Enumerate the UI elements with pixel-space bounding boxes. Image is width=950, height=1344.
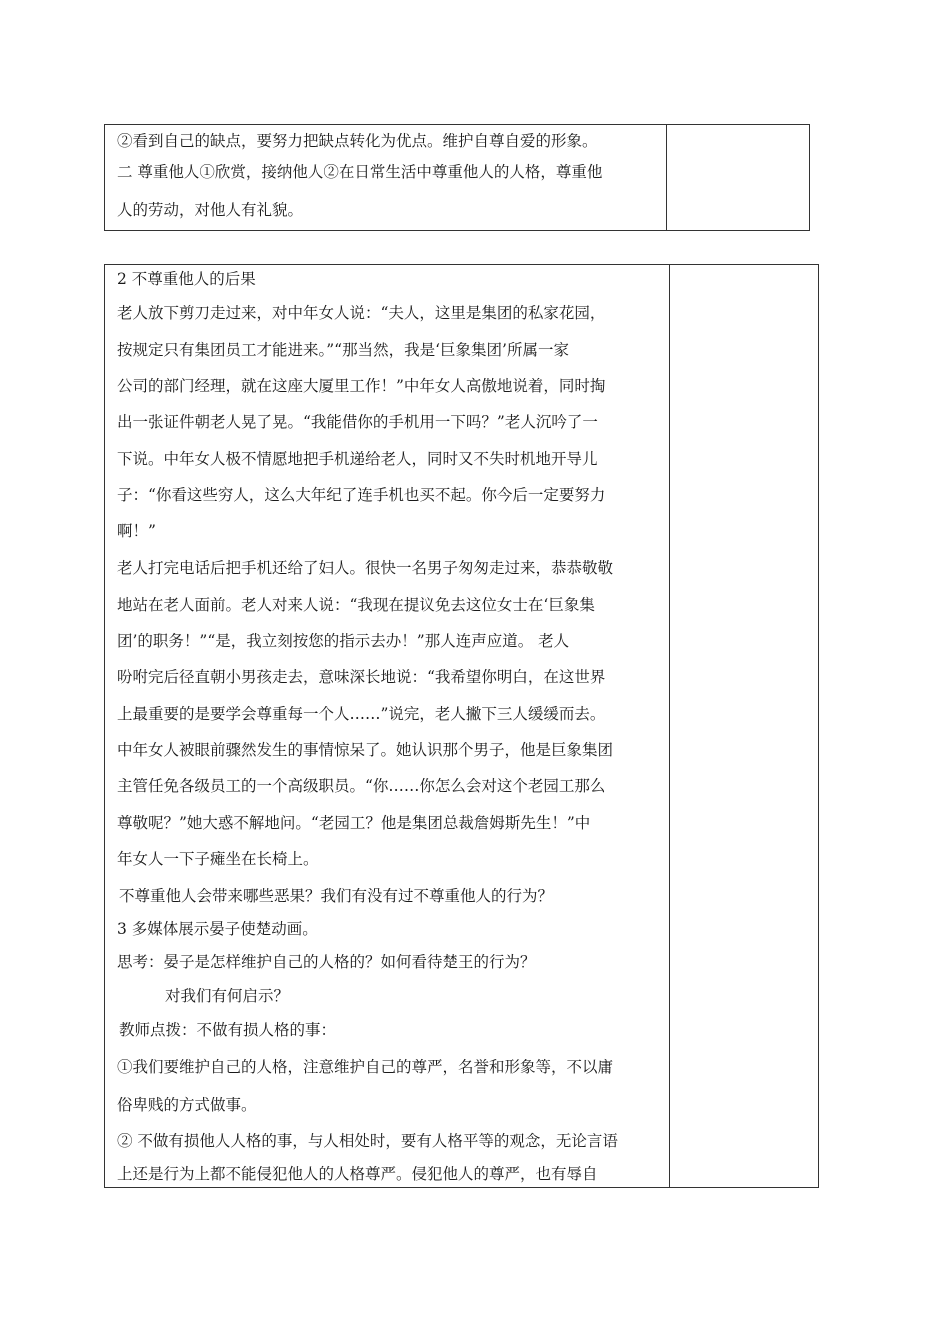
- question-line: 不尊重他人会带来哪些恶果？我们有没有过不尊重他人的行为？: [119, 887, 554, 905]
- text-line: 主管任免各级员工的一个高级职员。“你……你怎么会对这个老园工那么: [117, 777, 606, 795]
- section-heading: 2 不尊重他人的后果: [117, 270, 256, 288]
- section-table-1: [104, 124, 810, 231]
- text-line: 老人打完电话后把手机还给了妇人。很快一名男子匆匆走过来，恭恭敬敬: [117, 559, 614, 577]
- text-line: 尊敬呢？”她大惑不解地问。“老园工？他是集团总裁詹姆斯先生！”中: [117, 814, 591, 832]
- text-line: 下说。中年女人极不情愿地把手机递给老人，同时又不失时机地开导儿: [117, 450, 598, 468]
- text-line: 地站在老人面前。老人对来人说：“我现在提议免去这位女士在‘巨象集: [117, 596, 595, 614]
- text-line: 上还是行为上都不能侵犯他人的人格尊严。侵犯他人的尊严，也有辱自: [117, 1165, 598, 1183]
- question-line: 对我们有何启示？: [165, 987, 290, 1005]
- question-line: 思考：晏子是怎样维护自己的人格的？如何看待楚王的行为？: [117, 953, 536, 971]
- section-table-2: [104, 264, 819, 1188]
- text-line: ②看到自己的缺点，要努力把缺点转化为优点。维护自尊自爱的形象。: [117, 132, 598, 150]
- text-line: 俗卑贱的方式做事。: [117, 1096, 257, 1114]
- text-line: 上最重要的是要学会尊重每一个人……”说完，老人撇下三人缓缓而去。: [117, 705, 606, 723]
- text-line: 团’的职务！”“是，我立刻按您的指示去办！”那人连声应道。 老人: [117, 632, 570, 650]
- text-line: 二 尊重他人①欣赏，接纳他人②在日常生活中尊重他人的人格，尊重他: [117, 163, 603, 181]
- text-line: 老人放下剪刀走过来，对中年女人说：“夫人，这里是集团的私家花园，: [117, 304, 606, 322]
- text-line: 子：“你看这些穷人，这么大年纪了连手机也买不起。你今后一定要努力: [117, 486, 606, 504]
- text-line: 公司的部门经理，就在这座大厦里工作！”中年女人高傲地说着，同时掏: [117, 377, 606, 395]
- text-line: 年女人一下子瘫坐在长椅上。: [117, 850, 319, 868]
- text-line: ② 不做有损他人人格的事，与人相处时，要有人格平等的观念，无论言语: [117, 1132, 618, 1150]
- text-line: 中年女人被眼前骤然发生的事情惊呆了。她认识那个男子，他是巨象集团: [117, 741, 614, 759]
- text-line: 啊！”: [117, 522, 156, 540]
- text-line: 按规定只有集团员工才能进来。”“那当然，我是‘巨象集团’所属一家: [117, 341, 569, 359]
- text-line: 出一张证件朝老人晃了晃。“我能借你的手机用一下吗？”老人沉吟了一: [117, 413, 598, 431]
- text-line: 人的劳动，对他人有礼貌。: [117, 201, 304, 219]
- text-line: 3 多媒体展示晏子使楚动画。: [117, 920, 318, 938]
- column-divider: [666, 125, 667, 230]
- teacher-note-heading: 教师点拨：不做有损人格的事：: [119, 1021, 337, 1039]
- text-line: 吩咐完后径直朝小男孩走去，意味深长地说：“我希望你明白，在这世界: [117, 668, 606, 686]
- text-line: ①我们要维护自己的人格，注意维护自己的尊严，名誉和形象等，不以庸: [117, 1058, 614, 1076]
- column-divider: [669, 265, 670, 1187]
